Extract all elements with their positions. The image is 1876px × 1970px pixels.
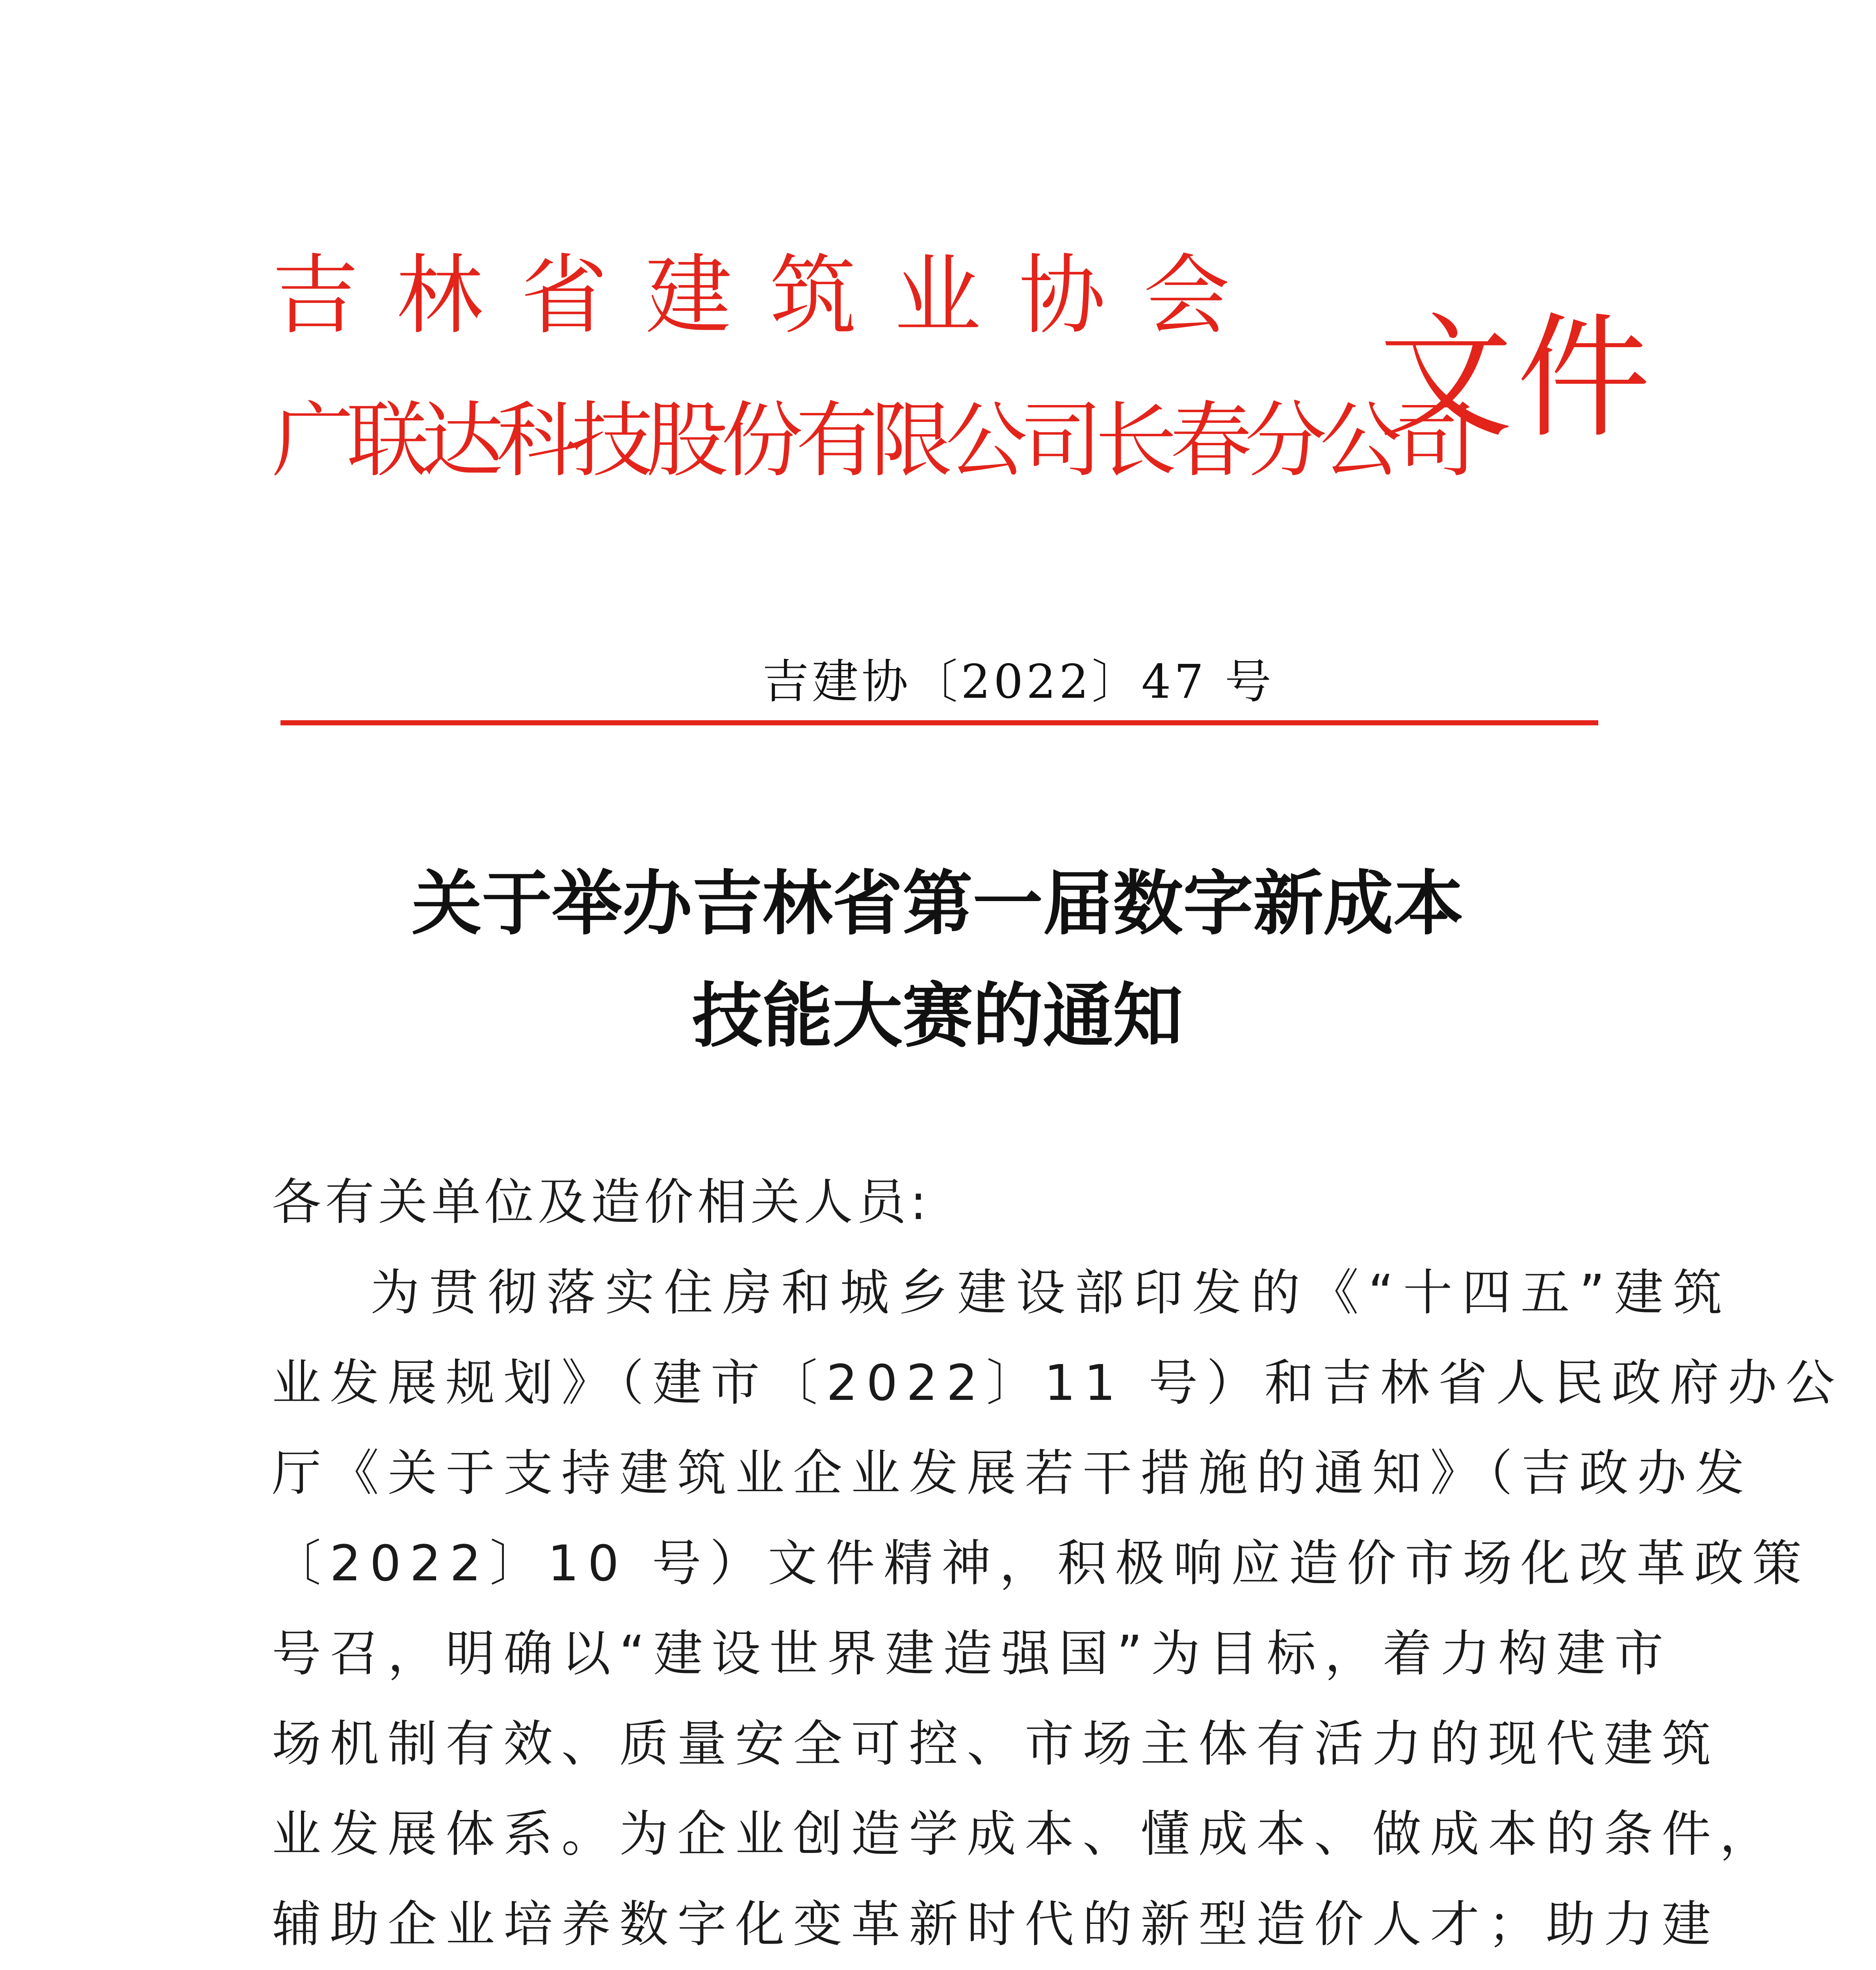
- paragraph-line: 业发展规划》（建市〔2022〕11 号）和吉林省人民政府办公: [272, 1355, 1844, 1412]
- paragraph-line: 辅助企业培养数字化变革新时代的新型造价人才；助力建: [272, 1896, 1720, 1953]
- header-divider: [280, 720, 1598, 725]
- notice-title-line-2: 技能大赛的通知: [692, 974, 1183, 1057]
- paragraph-line: 为贯彻落实住房和城乡建设部印发的《“十四五”建筑: [370, 1264, 1732, 1321]
- salutation-text: 各有关单位及造价相关人员:: [272, 1174, 931, 1231]
- notice-title-line-1: 关于举办吉林省第一届数字新成本: [412, 862, 1464, 944]
- issuer-name-association: 吉林省建筑业协会: [272, 245, 1268, 346]
- paragraph-line: 业发展体系。为企业创造学成本、懂成本、做成本的条件，: [272, 1806, 1778, 1863]
- paragraph-line: 号召，明确以“建设世界建造强国”为目标，着力构建市: [272, 1625, 1672, 1682]
- paragraph-line: 厅《关于支持建筑业企业发展若干措施的通知》（吉政办发: [272, 1445, 1753, 1502]
- paragraph-line: 〔2022〕10 号）文件精神，积极响应造价市场化改革政策: [272, 1535, 1810, 1592]
- document-label: 文件: [1379, 300, 1655, 456]
- document-number: 吉建协〔2022〕47 号: [762, 654, 1274, 709]
- issuer-name-company: 广联达科技股份有限公司长春分公司: [272, 393, 1469, 489]
- paragraph-line: 场机制有效、质量安全可控、市场主体有活力的现代建筑: [272, 1715, 1720, 1773]
